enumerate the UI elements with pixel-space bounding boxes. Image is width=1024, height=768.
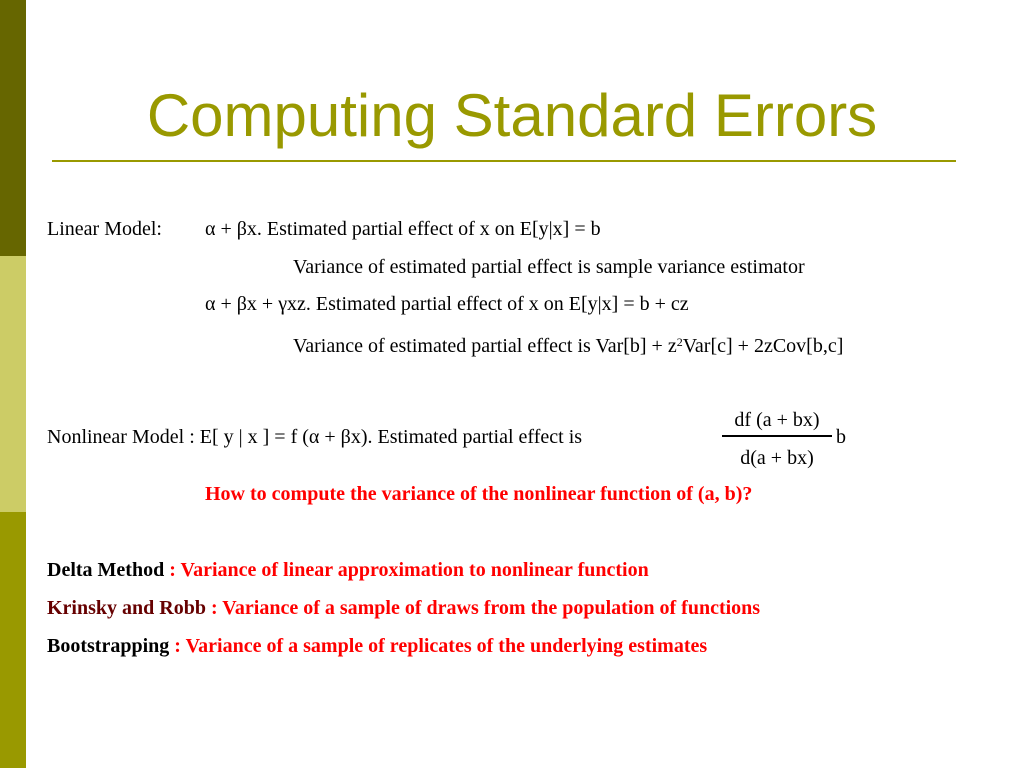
slide-title: Computing Standard Errors (146, 82, 878, 149)
nonlinear-model-text: Nonlinear Model : E[ y | x ] = f (α + βx). Estimated partial effect is (47, 426, 583, 448)
linear-model-line-4 (293, 334, 843, 358)
variance-formula-exponent: 2 (676, 335, 683, 349)
title-divider (52, 160, 956, 162)
method-description: Variance of a sample of replicates of the underlying estimates (185, 635, 708, 657)
method-name: Delta Method (47, 559, 165, 581)
variance-formula-start: Variance of estimated partial effect is Var[b] + z (293, 335, 677, 357)
method-delta (47, 558, 649, 582)
fraction-denominator: d(a + bx) (740, 447, 814, 469)
method-separator: : (169, 635, 186, 657)
accent-bar-bottom (0, 512, 26, 768)
linear-model-line-1: α + βx. Estimated partial effect of x on E[y|x] = b (205, 218, 601, 240)
fraction-numerator: df (a + bx) (734, 409, 820, 431)
fraction-factor: b (836, 426, 846, 448)
linear-model-label: Linear Model: (47, 218, 162, 240)
method-description: Variance of a sample of draws from the population of functions (222, 597, 761, 619)
fraction-bar (722, 435, 832, 437)
method-bootstrapping (47, 634, 707, 658)
method-name: Krinsky and Robb (47, 597, 206, 619)
accent-bar-middle (0, 256, 26, 512)
method-separator: : (164, 559, 181, 581)
method-separator: : (205, 597, 223, 619)
linear-model-line-2: Variance of estimated partial effect is sample variance estimator (293, 256, 805, 278)
linear-model-line-3: α + βx + γxz. Estimated partial effect of x on E[y|x] = b + cz (205, 293, 689, 315)
method-name: Bootstrapping (47, 635, 170, 657)
method-description: Variance of linear approximation to nonlinear function (180, 559, 649, 581)
method-krinsky-robb (47, 596, 760, 620)
variance-formula-end: Var[c] + 2zCov[b,c] (682, 335, 844, 357)
nonlinear-question: How to compute the variance of the nonlinear function of (a, b)? (205, 483, 753, 505)
